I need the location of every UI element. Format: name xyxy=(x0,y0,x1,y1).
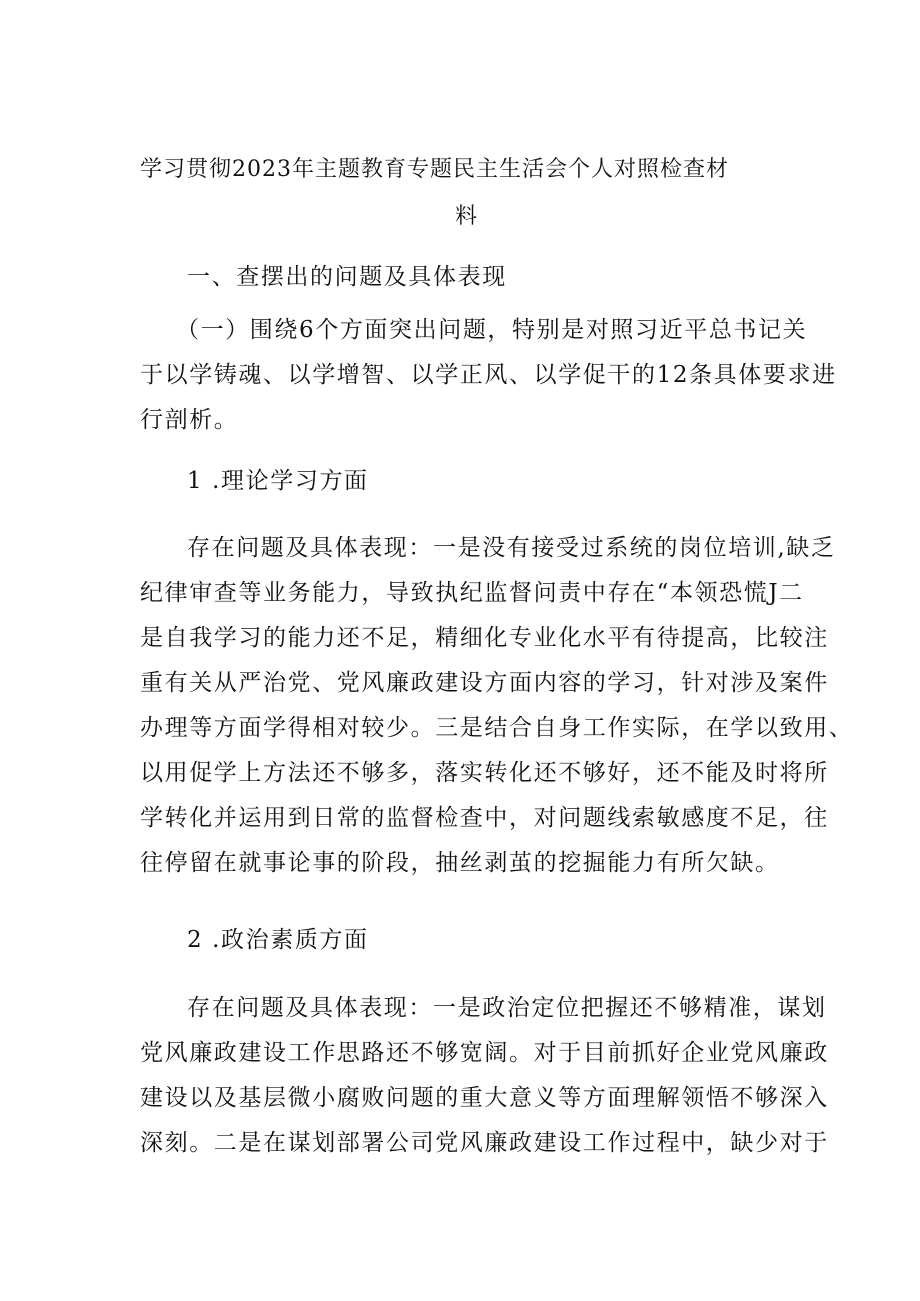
document-title-line-1: 学习贯彻2023年主题教育专题民主生活会个人对照检查材 xyxy=(140,157,729,182)
document-title-line-2: 料 xyxy=(455,204,479,229)
section-1-paragraph-line: 办理等方面学得相对较少。三是结合自身工作实际，在学以致用、 xyxy=(140,715,854,741)
section-heading-problems: 一、查摆出的问题及具体表现 xyxy=(187,264,507,290)
section-2-paragraph-line: 党风廉政建设工作思路还不够宽阔。对于目前抓好企业党风廉政 xyxy=(140,1040,829,1066)
section-1-heading: 1 .理论学习方面 xyxy=(187,468,369,494)
section-2-paragraph-line: 建设以及基层微小腐败问题的重大意义等方面理解领悟不够深入 xyxy=(140,1085,829,1111)
section-1-paragraph-line: 存在问题及具体表现：一是没有接受过系统的岗位培训,缺乏 xyxy=(187,535,836,561)
section-2-paragraph-line: 深刻。二是在谋划部署公司党风廉政建设工作过程中，缺少对于 xyxy=(140,1130,829,1156)
section-1-paragraph-line: 重有关从严治党、党风廉政建设方面内容的学习，针对涉及案件 xyxy=(140,670,829,696)
section-1-paragraph-line: 学转化并运用到日常的监督检查中，对问题线索敏感度不足，往 xyxy=(140,805,829,831)
section-1-paragraph-line: 是自我学习的能力还不足，精细化专业化水平有待提高，比较注 xyxy=(140,625,829,651)
subheading-line-2: 于以学铸魂、以学增智、以学正风、以学促干的12条具体要求进 xyxy=(140,362,837,388)
section-1-paragraph-line: 以用促学上方法还不够多，落实转化还不够好，还不能及时将所 xyxy=(140,760,829,786)
section-2-heading: 2 .政治素质方面 xyxy=(187,927,369,953)
section-1-paragraph-line: 纪律审查等业务能力，导致执纪监督问责中存在“本领恐慌J二 xyxy=(140,580,804,606)
section-1-paragraph-line: 往停留在就事论事的阶段，抽丝剥茧的挖掘能力有所欠缺。 xyxy=(140,850,780,876)
subheading-line-1: （一）围绕6个方面突出问题，特别是对照习近平总书记关 xyxy=(176,317,808,343)
subheading-line-3: 行剖析。 xyxy=(140,407,239,433)
section-2-paragraph-line: 存在问题及具体表现：一是政治定位把握还不够精准，谋划 xyxy=(187,995,827,1021)
